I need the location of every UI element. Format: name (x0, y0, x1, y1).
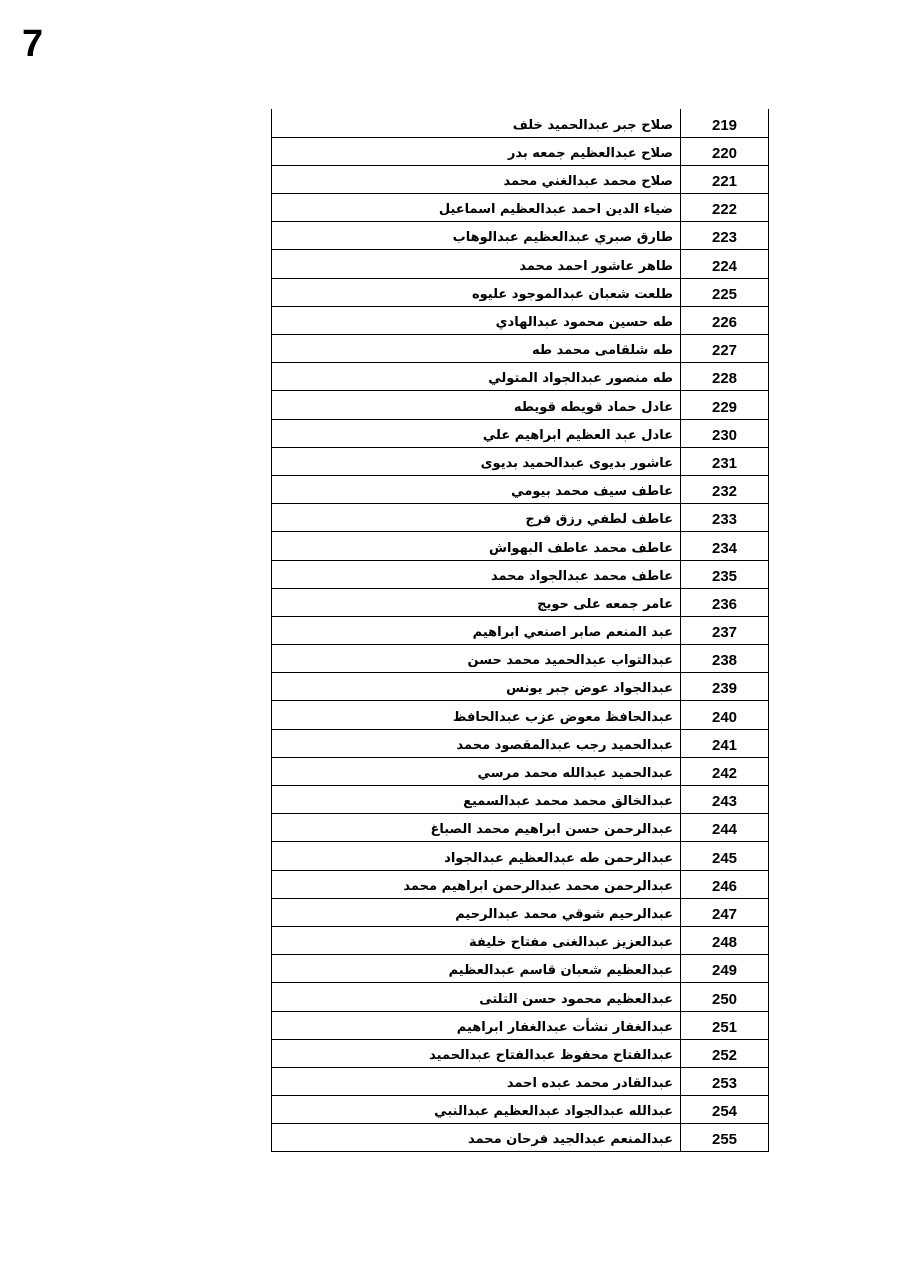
row-number: 235 (681, 560, 769, 588)
person-name: عامر جمعه على حويج (272, 588, 681, 616)
row-number: 241 (681, 729, 769, 757)
row-number: 228 (681, 363, 769, 391)
person-name: طارق صبري عبدالعظيم عبدالوهاب (272, 222, 681, 250)
person-name: صلاح محمد عبدالغني محمد (272, 165, 681, 193)
table-row (272, 391, 769, 419)
row-number: 242 (681, 757, 769, 785)
person-name: عبدالقادر محمد عبده احمد (272, 1067, 681, 1095)
page-number: 7 (22, 23, 44, 65)
person-name: عبدالجواد عوض جبر يونس (272, 673, 681, 701)
row-number: 252 (681, 1039, 769, 1067)
table-row (272, 842, 769, 870)
table-row (272, 673, 769, 701)
row-number: 247 (681, 898, 769, 926)
row-number: 250 (681, 983, 769, 1011)
table-row (272, 701, 769, 729)
table-row (272, 616, 769, 644)
table-row (272, 306, 769, 334)
table-row (272, 1011, 769, 1039)
table-row (272, 898, 769, 926)
table-row (272, 447, 769, 475)
table-row (272, 532, 769, 560)
row-number: 254 (681, 1096, 769, 1124)
person-name: عاطف لطفي رزق فرج (272, 504, 681, 532)
table-row (272, 560, 769, 588)
row-number: 245 (681, 842, 769, 870)
table-row (272, 194, 769, 222)
table-row (272, 955, 769, 983)
row-number: 234 (681, 532, 769, 560)
person-name: طه شلقامى محمد طه (272, 335, 681, 363)
row-number: 251 (681, 1011, 769, 1039)
table-row (272, 222, 769, 250)
person-name: عادل حماد قويطه قويطه (272, 391, 681, 419)
person-name: عبدالخالق محمد محمد عبدالسميع (272, 786, 681, 814)
person-name: طه منصور عبدالجواد المتولي (272, 363, 681, 391)
person-name: صلاح عبدالعظيم جمعه بدر (272, 137, 681, 165)
person-name: عبدالرحمن محمد عبدالرحمن ابراهيم محمد (272, 870, 681, 898)
table-row (272, 363, 769, 391)
row-number: 233 (681, 504, 769, 532)
table-row (272, 814, 769, 842)
row-number: 237 (681, 616, 769, 644)
row-number: 255 (681, 1124, 769, 1152)
row-number: 227 (681, 335, 769, 363)
person-name: عاطف محمد عبدالجواد محمد (272, 560, 681, 588)
person-name: عبدالحميد رجب عبدالمقصود محمد (272, 729, 681, 757)
table-row (272, 475, 769, 503)
table-row (272, 504, 769, 532)
row-number: 230 (681, 419, 769, 447)
table-row (272, 137, 769, 165)
row-number: 224 (681, 250, 769, 278)
table-row (272, 250, 769, 278)
row-number: 238 (681, 645, 769, 673)
table-row (272, 757, 769, 785)
table-row (272, 165, 769, 193)
table-row (272, 786, 769, 814)
row-number: 248 (681, 926, 769, 954)
table-row (272, 645, 769, 673)
person-name: عبدالحميد عبدالله محمد مرسي (272, 757, 681, 785)
row-number: 232 (681, 475, 769, 503)
row-number: 220 (681, 137, 769, 165)
table-row (272, 983, 769, 1011)
table-row (272, 1067, 769, 1095)
person-name: صلاح جبر عبدالحميد خلف (272, 109, 681, 137)
person-name: عادل عبد العظيم ابراهيم علي (272, 419, 681, 447)
person-name: عاشور بديوى عبدالحميد بديوى (272, 447, 681, 475)
person-name: عبدالحافظ معوض عزب عبدالحافظ (272, 701, 681, 729)
row-number: 240 (681, 701, 769, 729)
person-name: عاطف سيف محمد بيومي (272, 475, 681, 503)
person-name: عبدالعظيم شعبان قاسم عبدالعظيم (272, 955, 681, 983)
row-number: 222 (681, 194, 769, 222)
person-name: عبدالرحيم شوقي محمد عبدالرحيم (272, 898, 681, 926)
table-row (272, 419, 769, 447)
table-row (272, 926, 769, 954)
row-number: 226 (681, 306, 769, 334)
person-name: طلعت شعبان عبدالموجود عليوه (272, 278, 681, 306)
person-name: ضياء الدين احمد عبدالعظيم اسماعيل (272, 194, 681, 222)
row-number: 244 (681, 814, 769, 842)
row-number: 219 (681, 109, 769, 137)
table-row (272, 588, 769, 616)
person-name: عبد المنعم صابر اصنعي ابراهيم (272, 616, 681, 644)
row-number: 243 (681, 786, 769, 814)
row-number: 253 (681, 1067, 769, 1095)
row-number: 249 (681, 955, 769, 983)
person-name: عبدالغفار نشأت عبدالغفار ابراهيم (272, 1011, 681, 1039)
names-table-body (272, 109, 769, 1152)
person-name: عبدالعظيم محمود حسن التلتى (272, 983, 681, 1011)
row-number: 229 (681, 391, 769, 419)
row-number: 223 (681, 222, 769, 250)
row-number: 231 (681, 447, 769, 475)
row-number: 239 (681, 673, 769, 701)
row-number: 221 (681, 165, 769, 193)
table-row (272, 109, 769, 137)
person-name: عبدالفتاح محفوظ عبدالفتاح عبدالحميد (272, 1039, 681, 1067)
row-number: 246 (681, 870, 769, 898)
table-row (272, 1124, 769, 1152)
names-table (271, 109, 769, 1152)
person-name: عبدالرحمن حسن ابراهيم محمد الصباغ (272, 814, 681, 842)
person-name: عبدالتواب عبدالحميد محمد حسن (272, 645, 681, 673)
table-row (272, 1096, 769, 1124)
person-name: عبدالرحمن طه عبدالعظيم عبدالجواد (272, 842, 681, 870)
person-name: عاطف محمد عاطف البهواش (272, 532, 681, 560)
person-name: عبدالمنعم عبدالجيد فرحان محمد (272, 1124, 681, 1152)
table-row (272, 870, 769, 898)
person-name: عبدالعزيز عبدالغنى مفتاح خليفة (272, 926, 681, 954)
table-row (272, 729, 769, 757)
table-row (272, 278, 769, 306)
row-number: 236 (681, 588, 769, 616)
person-name: عبدالله عبدالجواد عبدالعظيم عبدالنبي (272, 1096, 681, 1124)
table-row (272, 335, 769, 363)
table-row (272, 1039, 769, 1067)
person-name: طه حسين محمود عبدالهادي (272, 306, 681, 334)
person-name: طاهر عاشور احمد محمد (272, 250, 681, 278)
row-number: 225 (681, 278, 769, 306)
